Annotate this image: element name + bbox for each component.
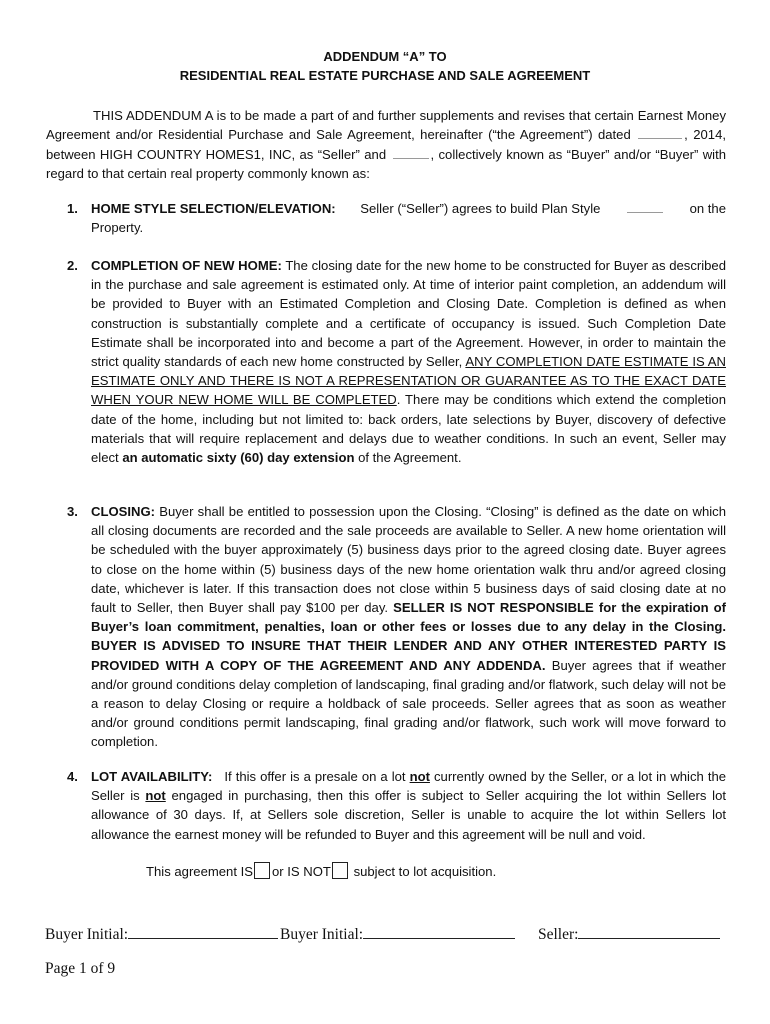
addendum-title: ADDENDUM “A” TO — [323, 49, 447, 64]
lot-text: subject to lot acquisition. — [353, 864, 497, 879]
page-number: Page 1 of 9 — [45, 960, 116, 977]
lot-acquisition-line — [146, 862, 496, 881]
section-text: Buyer shall be entitled to possession upon the Closing. “Closing” is defined as the date on which all closing documents are recorded and the sale proceeds are available to Seller. A new home orientation will be scheduled with the buyer approximately (5) business days prior to the agreed closing date. Buyer agrees to close on the home within (5) business days of the new home orientation walk thru and/or agreed closing date, whichever is later. If this transaction does not close within 5 business days of said closing date at no fault to Seller, then Buyer shall pay $100 per day. — [91, 504, 727, 616]
section-number: 2. — [67, 258, 78, 273]
section-text: The closing date for the new home to be constructed for Buyer as described in the purchase and sale agreement is estimated only. At time of interior paint completion, an addendum will be provided to Buyer with an Estimated Completion and Closing Date. Completion is defined as when construction is substantially complete and a certificate of occupancy is issued. Such Completion Date Estimate shall be incorporated into and become a part of the Agreement. However, in order to maintain the strict quality standards of each new home constructed by Seller, — [91, 258, 726, 370]
intro-text-1: THIS ADDENDUM A is to be made a part of and further supplements and revises that certain Earnest Money Agreement and/or Residential Purchase and Sale Agreement, hereinafter (“the Agreement”) dated — [46, 108, 726, 143]
date-blank[interactable] — [638, 126, 682, 139]
intro-text-3: , collectively known as “Buyer” and/or “Buyer” with regard to that certain real property commonly known as: — [46, 146, 726, 181]
section-number: 1. — [67, 201, 78, 216]
section-number: 3. — [67, 504, 78, 519]
emphasis-not: not — [409, 769, 430, 784]
buyer-initial-label: Buyer Initial: — [280, 926, 364, 943]
section-heading: CLOSING: — [91, 504, 156, 519]
section-heading: LOT AVAILABILITY: — [91, 769, 213, 784]
section-text: Property. — [91, 220, 144, 236]
seller-label: Seller: — [538, 926, 579, 943]
agreement-title: RESIDENTIAL REAL ESTATE PURCHASE AND SALE AGREEMENT — [179, 68, 591, 83]
extension-clause: an automatic sixty (60) day extension — [122, 450, 355, 466]
section-heading: COMPLETION OF NEW HOME: — [91, 258, 282, 273]
lot-is-checkbox[interactable] — [254, 862, 270, 879]
section-text: If this offer is a presale on a lot — [224, 769, 406, 784]
section-text: engaged in purchasing, then this offer is subject to Seller acquiring the lot within Sellers lot allowance of 30 days. If, at Sellers sole discretion, Seller is unable to acquire the lot within Sellers lot allowance the earnest money will be refunded to Buyer and this agreement will be null and void. — [91, 788, 726, 842]
section-text: on the — [689, 201, 726, 216]
intro-text-2: , 2014, between HIGH COUNTRY HOMES1, INC, as “Seller” and — [46, 127, 726, 162]
section-text: Buyer agrees that if weather and/or ground conditions delay completion of landscaping, final grading and/or flatwork, such delay will not be a reason to delay Closing or require a holdback of sale proceeds. Seller agrees that as soon as weather and/or ground conditions permit landscaping, final grading and/or flatwork, such work will move forward to completion. — [91, 657, 727, 750]
seller-initial-field[interactable] — [578, 924, 720, 939]
seller-liability-clause: SELLER IS NOT RESPONSIBLE for the expiration of Buyer’s loan commitment, penalties, loan or other fees or losses due to any delay in the Closing. BUYER IS ADVISED TO INSURE THAT THEIR LENDER AND ANY OTHER INTERESTED PARTY IS PROVIDED WITH A COPY OF THE AGREEMENT AND ANY ADDENDA. — [91, 600, 727, 673]
buyer-initial-2 — [280, 924, 515, 944]
intro-paragraph — [46, 106, 726, 183]
emphasis-not: not — [145, 788, 166, 804]
lot-is-not-checkbox[interactable] — [332, 862, 348, 879]
plan-style-blank[interactable] — [627, 200, 663, 213]
buyer-initial-2-field[interactable] — [363, 924, 515, 939]
buyer-initial-label: Buyer Initial: — [45, 926, 129, 943]
section-text: Seller (“Seller”) agrees to build Plan Style — [360, 201, 601, 216]
section-text: . There may be conditions which extend the completion date of the home, including but not limited to: back orders, late selections by Buyer, discovery of defective materials that will require replacement and delays due to weather conditions. In such an event, Seller may elect — [91, 392, 726, 466]
section-heading: HOME STYLE SELECTION/ELEVATION: — [91, 201, 336, 216]
lot-text: or IS NOT — [271, 864, 331, 879]
section-number: 4. — [67, 769, 78, 784]
section-lot-availability — [67, 767, 727, 844]
buyer-initial-1 — [45, 924, 278, 944]
section-text: currently owned by the Seller, or a lot in which the Seller is — [91, 769, 727, 804]
section-closing — [67, 502, 727, 752]
buyer-initial-1-field[interactable] — [128, 924, 278, 939]
section-home-style — [67, 199, 726, 237]
buyer-name-blank[interactable] — [393, 146, 429, 159]
plan-style-line — [91, 199, 726, 218]
section-text: of the Agreement. — [358, 450, 462, 466]
section-completion — [67, 256, 726, 467]
seller-initial — [538, 924, 720, 944]
completion-disclaimer: ANY COMPLETION DATE ESTIMATE IS AN ESTIMATE ONLY AND THERE IS NOT A REPRESENTATION OR GUARANTEE AS TO THE EXACT DATE WHEN YOUR NEW HOME WILL BE COMPLETED — [91, 354, 726, 408]
lot-text: This agreement IS — [146, 864, 253, 879]
